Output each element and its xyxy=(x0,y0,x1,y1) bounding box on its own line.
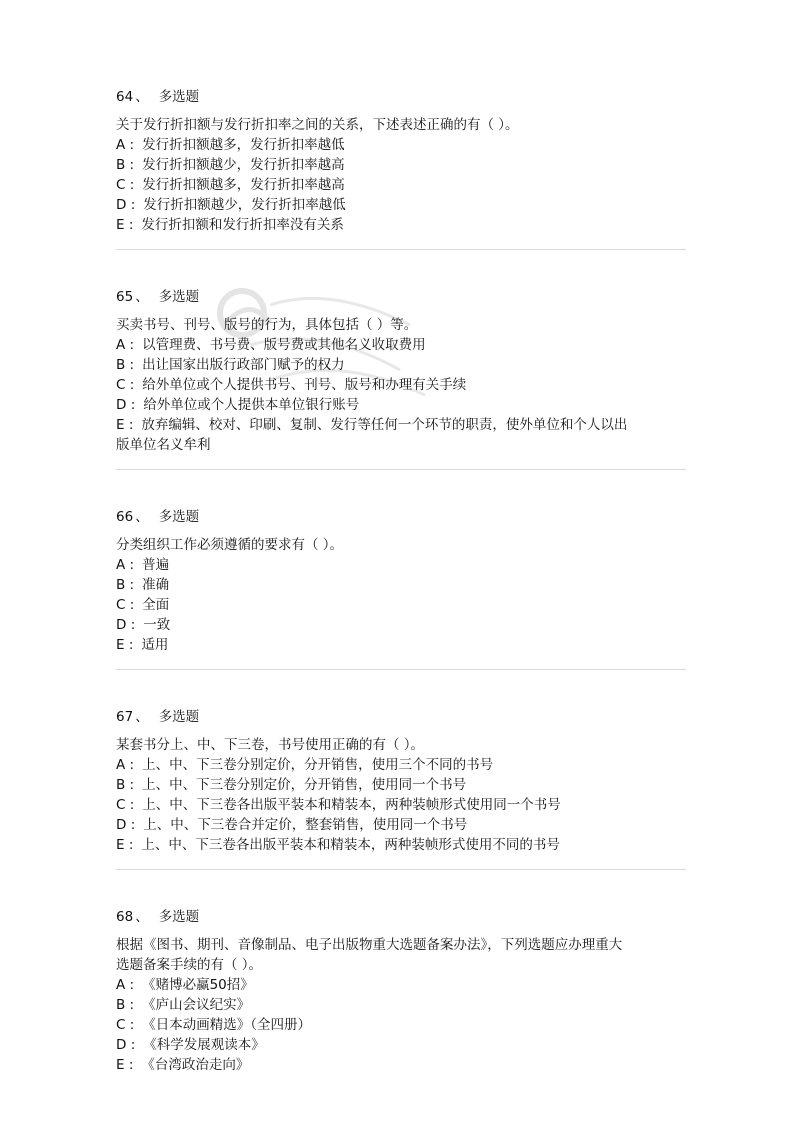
option-a: A : 普遍 xyxy=(116,557,170,573)
option-letter: D xyxy=(116,617,127,633)
option-d: D : 上、中、下三卷合并定价，整套销售，使用同一个书号 xyxy=(116,817,468,833)
option-text: 《庐山会议纪实》 xyxy=(142,997,251,1013)
option-text: 给外单位或个人提供书号、刊号、版号和办理有关手续 xyxy=(142,377,467,393)
option-letter: B xyxy=(116,997,126,1013)
option-letter: A xyxy=(116,337,126,353)
option-a: A : 以管理费、书号费、版号费或其他名义收取费用 xyxy=(116,337,426,353)
option-e: E : 适用 xyxy=(116,637,169,653)
option-letter: C xyxy=(116,797,126,813)
question-number: 64 xyxy=(116,89,134,105)
question-number: 67 xyxy=(116,709,134,725)
question-separator: 、 xyxy=(135,509,149,525)
option-letter: D xyxy=(116,397,127,413)
option-e-continuation: 版单位名义牟利 xyxy=(116,437,211,453)
option-letter: A xyxy=(116,137,126,153)
option-letter: E xyxy=(116,1057,125,1073)
option-e: E : 上、中、下三卷各出版平装本和精装本，两种装帧形式使用不同的书号 xyxy=(116,837,560,853)
question-64 xyxy=(116,87,686,235)
option-text: 给外单位或个人提供本单位银行账号 xyxy=(143,397,360,413)
question-stem-continuation: 选题备案手续的有（ ）。 xyxy=(116,957,263,973)
option-letter: B xyxy=(116,357,126,373)
question-67 xyxy=(116,707,686,855)
question-type: 多选题 xyxy=(158,289,200,305)
option-letter: C xyxy=(116,1017,126,1033)
option-text: 发行折扣额越少，发行折扣率越低 xyxy=(143,197,346,213)
option-e: E : 发行折扣额和发行折扣率没有关系 xyxy=(116,217,344,233)
question-number: 66 xyxy=(116,509,134,525)
option-text: 发行折扣额越多，发行折扣率越低 xyxy=(142,137,345,153)
option-letter: C xyxy=(116,377,126,393)
option-letter: E xyxy=(116,637,125,653)
option-letter: B xyxy=(116,777,126,793)
option-letter: A xyxy=(116,757,126,773)
option-letter: D xyxy=(116,197,127,213)
option-letter: B xyxy=(116,577,126,593)
option-text: 上、中、下三卷合并定价，整套销售，使用同一个书号 xyxy=(143,817,468,833)
option-e: E : 放弃编辑、校对、印刷、复制、发行等任何一个环节的职责，使外单位和个人以出 xyxy=(116,417,628,433)
question-header xyxy=(116,87,686,107)
option-letter: E xyxy=(116,217,125,233)
option-b: B : 发行折扣额越少，发行折扣率越高 xyxy=(116,157,345,173)
question-separator: 、 xyxy=(135,289,149,305)
option-c: C : 上、中、下三卷各出版平装本和精装本，两种装帧形式使用同一个书号 xyxy=(116,797,561,813)
option-c: C : 发行折扣额越多，发行折扣率越高 xyxy=(116,177,345,193)
question-stem: 某套书分上、中、下三卷，书号使用正确的有（ ）。 xyxy=(116,737,425,753)
option-text: 发行折扣额越多，发行折扣率越高 xyxy=(142,177,345,193)
option-letter: A xyxy=(116,557,126,573)
option-text: 全面 xyxy=(142,597,170,613)
option-text: 《台湾政治走向》 xyxy=(141,1057,250,1073)
question-stem: 根据《图书、期刊、音像制品、电子出版物重大选题备案办法》，下列选题应办理重大 xyxy=(116,937,623,953)
question-type: 多选题 xyxy=(158,89,200,105)
option-text: 《赌博必赢50招》 xyxy=(142,977,254,993)
option-text: 出让国家出版行政部门赋予的权力 xyxy=(142,357,345,373)
question-stem: 分类组织工作必须遵循的要求有（ ）。 xyxy=(116,537,344,553)
option-d: D : 给外单位或个人提供本单位银行账号 xyxy=(116,397,360,413)
option-text: 以管理费、书号费、版号费或其他名义收取费用 xyxy=(142,337,426,353)
option-b: B : 《庐山会议纪实》 xyxy=(116,997,251,1013)
divider xyxy=(116,869,686,870)
question-type: 多选题 xyxy=(158,709,200,725)
option-letter: D xyxy=(116,1037,127,1053)
option-text: 准确 xyxy=(142,577,170,593)
question-number: 65 xyxy=(116,289,134,305)
option-text: 上、中、下三卷分别定价，分开销售，使用同一个书号 xyxy=(142,777,467,793)
option-c: C : 《日本动画精选》（全四册） xyxy=(116,1017,312,1033)
option-text: 上、中、下三卷各出版平装本和精装本，两种装帧形式使用不同的书号 xyxy=(141,837,560,853)
option-d: D : 一致 xyxy=(116,617,171,633)
option-letter: A xyxy=(116,977,126,993)
divider xyxy=(116,669,686,670)
option-text: 上、中、下三卷分别定价，分开销售，使用三个不同的书号 xyxy=(142,757,494,773)
option-text: 《日本动画精选》（全四册） xyxy=(142,1017,312,1033)
option-letter: C xyxy=(116,597,126,613)
divider xyxy=(116,249,686,250)
option-text: 《科学发展观读本》 xyxy=(143,1037,265,1053)
option-text: 发行折扣额越少，发行折扣率越高 xyxy=(142,157,345,173)
question-header xyxy=(116,507,686,527)
option-letter: B xyxy=(116,157,126,173)
divider xyxy=(116,469,686,470)
option-letter: D xyxy=(116,817,127,833)
option-text: 适用 xyxy=(141,637,169,653)
question-header xyxy=(116,907,686,927)
option-b: B : 上、中、下三卷分别定价，分开销售，使用同一个书号 xyxy=(116,777,467,793)
option-e: E : 《台湾政治走向》 xyxy=(116,1057,250,1073)
question-separator: 、 xyxy=(135,909,149,925)
option-letter: E xyxy=(116,417,125,433)
option-b: B : 出让国家出版行政部门赋予的权力 xyxy=(116,357,345,373)
question-65 xyxy=(116,287,686,455)
question-header xyxy=(116,287,686,307)
option-a: A : 上、中、下三卷分别定价，分开销售，使用三个不同的书号 xyxy=(116,757,494,773)
option-text: 发行折扣额和发行折扣率没有关系 xyxy=(141,217,344,233)
option-letter: E xyxy=(116,837,125,853)
question-68 xyxy=(116,907,686,1075)
option-text: 普遍 xyxy=(142,557,170,573)
question-type: 多选题 xyxy=(158,909,200,925)
option-d: D : 《科学发展观读本》 xyxy=(116,1037,265,1053)
option-b: B : 准确 xyxy=(116,577,170,593)
option-a: A : 《赌博必赢50招》 xyxy=(116,977,254,993)
question-number: 68 xyxy=(116,909,134,925)
option-text: 放弃编辑、校对、印刷、复制、发行等任何一个环节的职责，使外单位和个人以出 xyxy=(141,417,628,433)
option-text: 一致 xyxy=(143,617,171,633)
question-stem: 关于发行折扣额与发行折扣率之间的关系，下述表述正确的有（ ）。 xyxy=(116,117,519,133)
option-c: C : 全面 xyxy=(116,597,170,613)
option-d: D : 发行折扣额越少，发行折扣率越低 xyxy=(116,197,346,213)
question-separator: 、 xyxy=(135,89,149,105)
question-66 xyxy=(116,507,686,655)
question-type: 多选题 xyxy=(158,509,200,525)
question-stem: 买卖书号、刊号、版号的行为，具体包括（ ）等。 xyxy=(116,317,418,333)
question-header xyxy=(116,707,686,727)
option-c: C : 给外单位或个人提供书号、刊号、版号和办理有关手续 xyxy=(116,377,467,393)
option-a: A : 发行折扣额越多，发行折扣率越低 xyxy=(116,137,345,153)
question-separator: 、 xyxy=(135,709,149,725)
option-letter: C xyxy=(116,177,126,193)
option-text: 上、中、下三卷各出版平装本和精装本，两种装帧形式使用同一个书号 xyxy=(142,797,561,813)
